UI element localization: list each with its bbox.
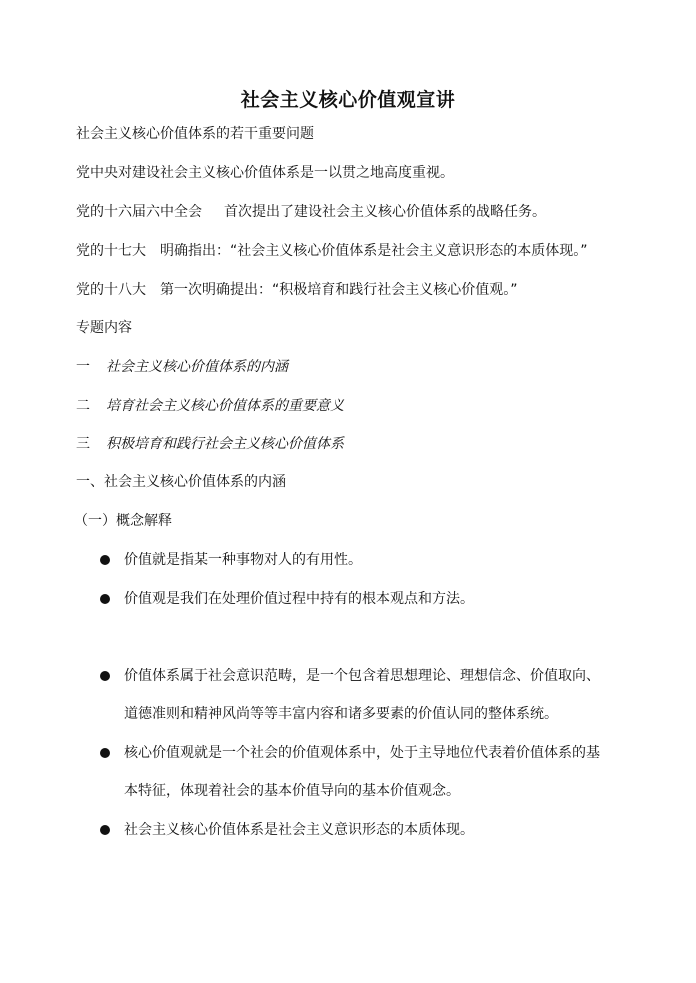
intro-line-3 — [76, 241, 588, 261]
subsection-heading: （一）概念解释 — [74, 513, 172, 529]
bullet-icon — [100, 555, 110, 565]
topic-text: 社会主义核心价值体系的内涵 — [106, 359, 288, 375]
intro-line-1: 党中央对建设社会主义核心价值体系是一以贯之地高度重视。 — [76, 165, 454, 181]
topics-heading: 专题内容 — [76, 320, 132, 336]
bullet-icon — [100, 748, 110, 758]
page-title: 社会主义核心价值观宣讲 — [240, 89, 456, 111]
intro-line-2 — [76, 202, 546, 222]
topic-item — [76, 396, 344, 416]
intro-line-4 — [76, 280, 518, 300]
intro-line-2-label: 党的十六届六中全会 — [76, 204, 202, 220]
intro-line-3-label: 党的十七大 — [76, 243, 146, 259]
intro-line-3-text: 明确指出：“社会主义核心价值体系是社会主义意识形态的本质体现。” — [160, 243, 588, 259]
list-item-text: 价值就是指某一种事物对人的有用性。 — [124, 552, 362, 568]
topic-number: 三 — [76, 436, 90, 452]
list-item-text: 价值体系属于社会意识范畴，是一个包含着思想理论、理想信念、价值取向、 — [124, 668, 600, 684]
list-item-text: 核心价值观就是一个社会的价值观体系中，处于主导地位代表着价值体系的基 — [124, 745, 600, 761]
bullet-icon — [100, 594, 110, 604]
intro-line-4-text: 第一次明确提出：“积极培育和践行社会主义核心价值观。” — [160, 282, 518, 298]
bullet-icon — [100, 671, 110, 681]
topic-number: 二 — [76, 398, 90, 414]
list-item-text: 价值观是我们在处理价值过程中持有的根本观点和方法。 — [124, 591, 474, 607]
bullet-icon — [100, 825, 110, 835]
intro-line-4-label: 党的十八大 — [76, 282, 146, 298]
topic-item — [76, 357, 288, 377]
list-item-continuation: 道德准则和精神风尚等等丰富内容和诸多要素的价值认同的整体系统。 — [124, 706, 558, 722]
topic-item — [76, 434, 344, 454]
topic-text: 培育社会主义核心价值体系的重要意义 — [106, 398, 344, 414]
intro-heading: 社会主义核心价值体系的若干重要问题 — [76, 126, 314, 142]
topic-text: 积极培育和践行社会主义核心价值体系 — [106, 436, 344, 452]
list-item-continuation: 本特征，体现着社会的基本价值导向的基本价值观念。 — [124, 783, 460, 799]
section-heading: 一、社会主义核心价值体系的内涵 — [76, 474, 286, 490]
topic-number: 一 — [76, 359, 90, 375]
intro-line-2-text: 首次提出了建设社会主义核心价值体系的战略任务。 — [224, 204, 546, 220]
list-item-text: 社会主义核心价值体系是社会主义意识形态的本质体现。 — [124, 822, 474, 838]
